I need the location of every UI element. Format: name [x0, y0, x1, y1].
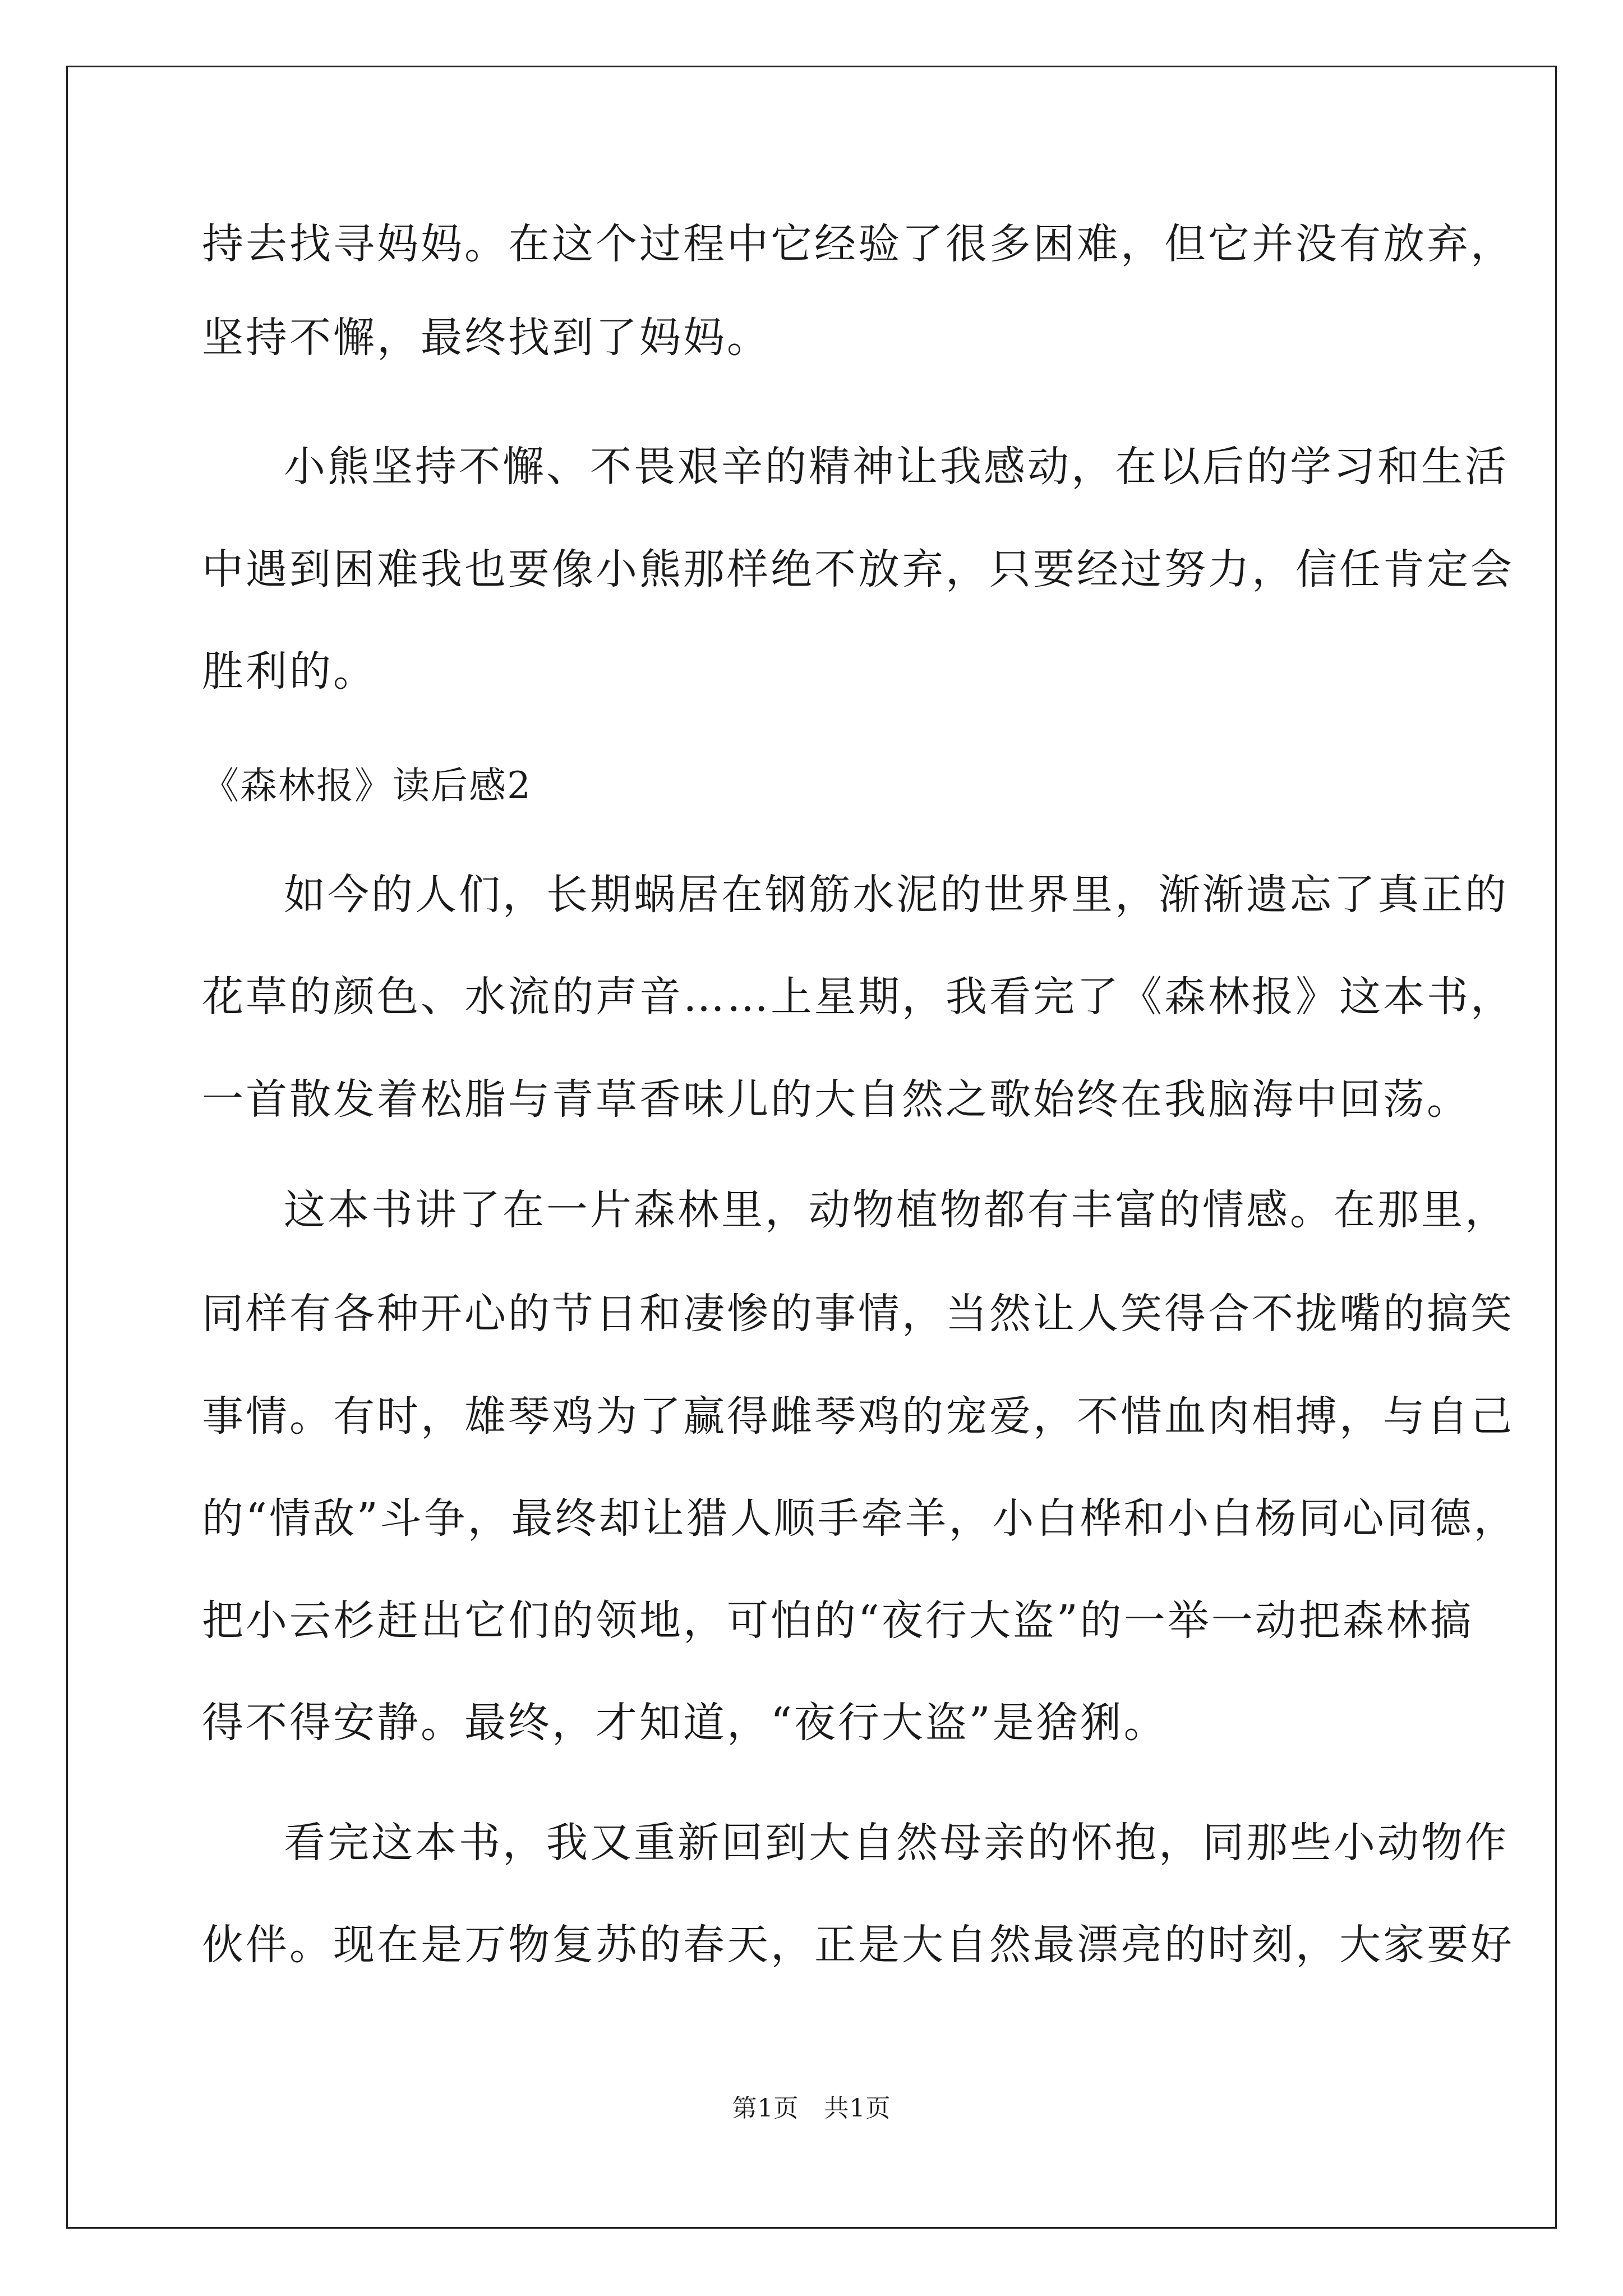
- text-line: 看完这本书，我又重新回到大自然母亲的怀抱，同那些小动物作: [284, 1819, 1509, 1867]
- text-line: 伙伴。现在是万物复苏的春天，正是大自然最漂亮的时刻，大家要好: [202, 1921, 1514, 1969]
- text-line: 持去找寻妈妈。在这个过程中它经验了很多困难，但它并没有放弃，: [202, 220, 1514, 268]
- text-line: 花草的颜色、水流的声音……上星期，我看完了《森林报》这本书，: [202, 973, 1514, 1021]
- text-line: 如今的人们，长期蜗居在钢筋水泥的世界里，渐渐遗忘了真正的: [284, 871, 1509, 919]
- page-footer: 第1页 共1页: [732, 2094, 891, 2123]
- text-line: 把小云杉赶出它们的领地，可怕的“夜行大盗”的一举一动把森林搞: [202, 1596, 1474, 1645]
- text-line: 胜利的。: [202, 647, 377, 696]
- text-line: 小熊坚持不懈、不畏艰辛的精神让我感动，在以后的学习和生活: [284, 443, 1509, 491]
- text-line: 坚持不懈，最终找到了妈妈。: [202, 314, 771, 362]
- text-line: 这本书讲了在一片森林里，动物植物都有丰富的情感。在那里，: [284, 1186, 1509, 1234]
- text-line: 事情。有时，雄琴鸡为了赢得雌琴鸡的宠爱，不惜血肉相搏，与自己: [202, 1392, 1514, 1441]
- text-line: 得不得安静。最终，才知道，“夜行大盗”是猞猁。: [202, 1699, 1168, 1747]
- text-line: 的“情敌”斗争，最终却让猎人顺手牵羊，小白桦和小白杨同心同德，: [202, 1494, 1518, 1543]
- page-frame: [66, 66, 1557, 2229]
- text-line: 一首散发着松脂与青草香味儿的大自然之歌始终在我脑海中回荡。: [202, 1075, 1470, 1124]
- text-line: 中遇到困难我也要像小熊那样绝不放弃，只要经过努力，信任肯定会: [202, 545, 1514, 593]
- section-heading: 《森林报》读后感2: [202, 764, 532, 807]
- text-line: 同样有各种开心的节日和凄惨的事情，当然让人笑得合不拢嘴的搞笑: [202, 1290, 1514, 1338]
